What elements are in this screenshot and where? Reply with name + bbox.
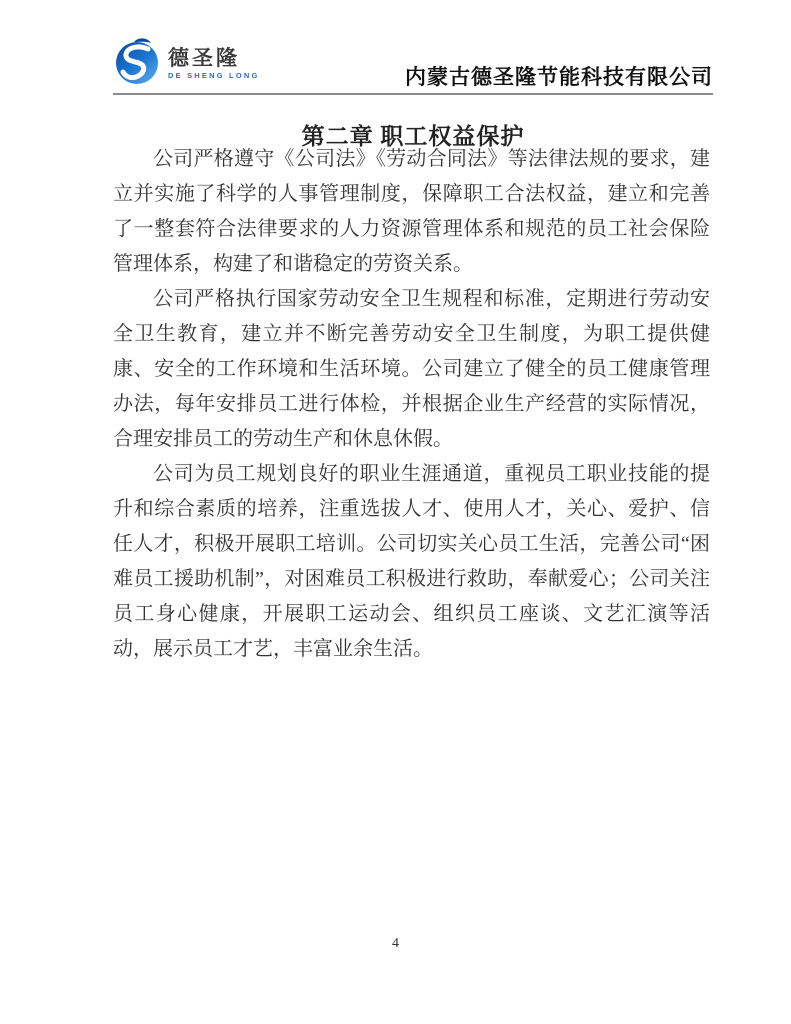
document-body xyxy=(113,142,710,667)
paragraph-2: 公司严格执行国家劳动安全卫生规程和标准，定期进行劳动安全卫生教育，建立并不断完善劳动安全卫生制度，为职工提供健康、安全的工作环境和生活环境。公司建立了健全的员工健康管理办法，每年安排员工进行体检，并根据企业生产经营的实际情况，合理安排员工的劳动生产和休息休假。 xyxy=(113,288,710,450)
paragraph-1: 公司严格遵守《公司法》《劳动合同法》等法律法规的要求，建立并实施了科学的人事管理制度，保障职工合法权益，建立和完善了一整套符合法律要求的人力资源管理体系和规范的员工社会保险管理体系，构建了和谐稳定的劳资关系。 xyxy=(113,148,710,275)
logo-name-cn: 德圣隆 xyxy=(168,47,240,71)
company-name: 内蒙古德圣隆节能科技有限公司 xyxy=(405,65,713,89)
logo-name-en: DE SHENG LONG xyxy=(168,71,260,81)
paragraph-3: 公司为员工规划良好的职业生涯通道，重视员工职业技能的提升和综合素质的培养，注重选拔人才、使用人才，关心、爱护、信任人才，积极开展职工培训。公司切实关心员工生活，完善公司“困难员工援助机制”，对困难员工积极进行救助，奉献爱心；公司关注员工身心健康，开展职工运动会、组织员工座谈、文艺汇演等活动，展示员工才艺，丰富业余生活。 xyxy=(113,463,710,660)
header-divider xyxy=(113,93,713,95)
chapter-title: 第二章 职工权益保护 xyxy=(301,124,525,150)
page-number: 4 xyxy=(392,936,399,951)
